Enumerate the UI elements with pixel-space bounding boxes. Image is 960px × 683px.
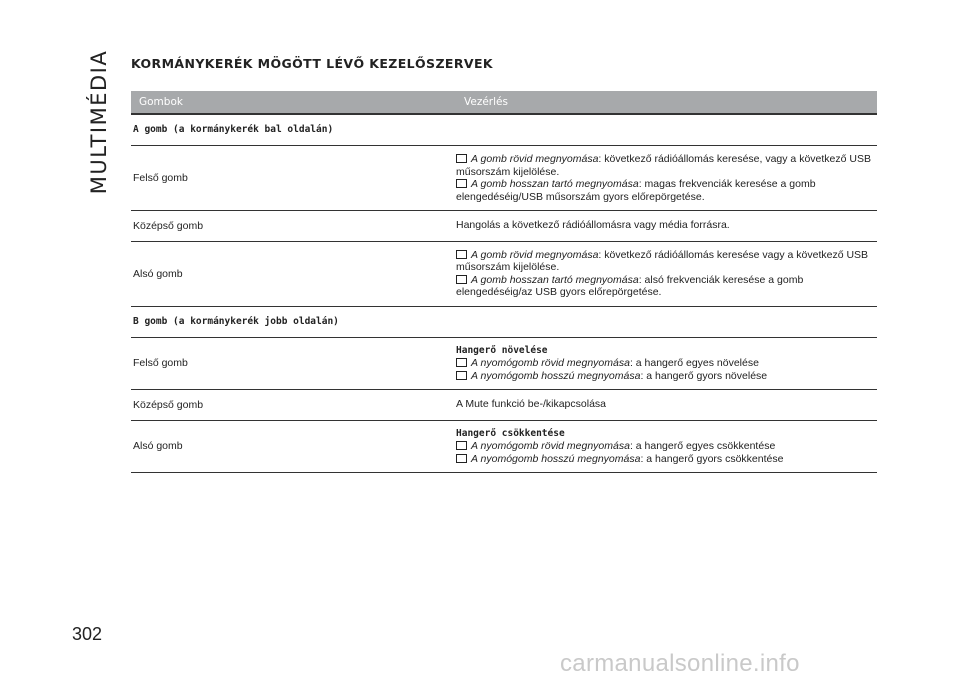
group-a-heading: A gomb (a kormánykerék bal oldalán) [131,115,877,146]
table-row [131,390,877,421]
section-title: KORMÁNYKERÉK MÖGÖTT LÉVŐ KEZELŐSZERVEK [131,56,493,71]
group-b-heading: B gomb (a kormánykerék jobb oldalán) [131,307,877,338]
row-label: Alsó gomb [133,440,183,453]
table-header [131,91,877,115]
side-tab-label: MULTIMÉDIA [87,49,111,195]
square-bullet-icon [456,154,467,163]
square-bullet-icon [456,275,467,284]
square-bullet-icon [456,179,467,188]
square-bullet-icon [456,250,467,259]
row-label: Felső gomb [133,357,188,370]
table-row [131,421,877,474]
row-heading: Hangerő csökkentése [456,427,565,439]
row-label: Középső gomb [133,398,204,411]
table-row [131,146,877,211]
page-number: 302 [72,624,103,644]
table-row [131,211,877,242]
watermark: carmanualsonline.info [560,650,800,677]
row-label: Alsó gomb [133,267,183,280]
square-bullet-icon [456,371,467,380]
controls-table [131,91,877,473]
square-bullet-icon [456,454,467,463]
row-description: A gomb rövid megnyomása: következő rádióállomás keresése vagy a következő USB műsorszám kijelölése. A gomb hosszan tartó megnyomása: alsó frekvenciák keresése a gomb elengedéséig/az USB gyors előrepörgetése. [456,248,869,298]
table-row [131,338,877,391]
row-description: Hangolás a következő rádióállomásra vagy média forrásra. [456,219,730,231]
table-row [131,242,877,307]
row-description: A Mute funkció be-/kikapcsolása [456,398,606,410]
row-label: Felső gomb [133,172,188,184]
row-description: A gomb rövid megnyomása: következő rádióállomás keresése, vagy a következő USB műsorszám kijelölése. A gomb hosszan tartó megnyomása: magas frekvenciák keresése a gomb elengedéséig/USB műsorszám gyors előrepörgetése. [456,153,871,203]
row-label: Középső gomb [133,219,204,232]
row-description: Hangerő növelése A nyomógomb rövid megnyomása: a hangerő egyes növelése A nyomógomb hosszú megnyomása: a hangerő gyors növelése [454,338,877,390]
row-heading: Hangerő növelése [456,344,548,356]
row-description: Hangerő csökkentése A nyomógomb rövid megnyomása: a hangerő egyes csökkentése A nyomógomb hosszú megnyomása: a hangerő gyors csökkentése [454,421,877,473]
header-control: Vezérlés [464,96,508,108]
square-bullet-icon [456,358,467,367]
header-buttons: Gombok [139,96,183,108]
square-bullet-icon [456,441,467,450]
side-tab [87,49,111,195]
